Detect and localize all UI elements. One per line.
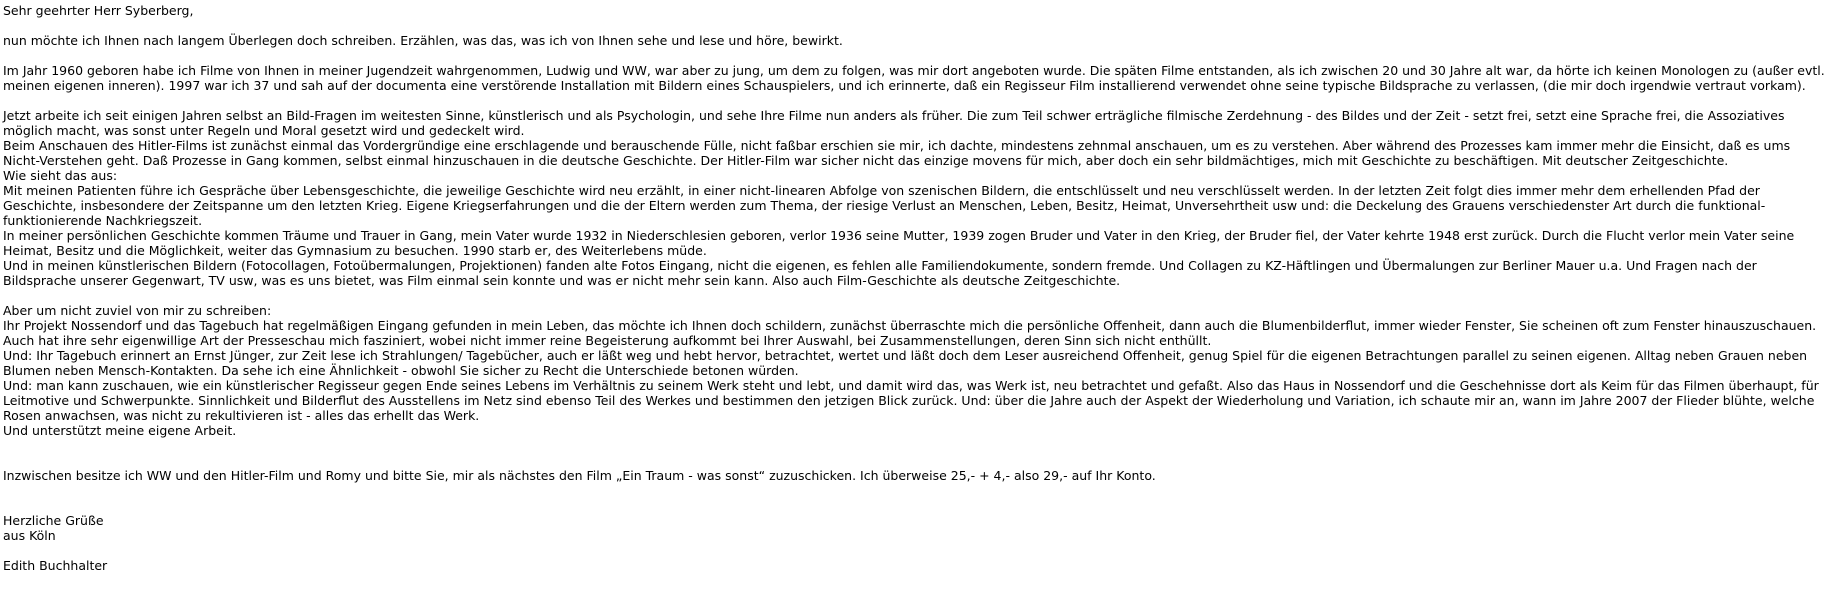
intro-paragraph: nun möchte ich Ihnen nach langem Überlegen doch schreiben. Erzählen, was das, was ich von Ihnen sehe und lese und höre, bewirkt. xyxy=(3,33,843,48)
paragraph-jetzt: Jetzt arbeite ich seit einigen Jahren selbst an Bild-Fragen im weitesten Sinne, künstlerisch und als Psychologin, und sehe Ihre Filme nun anders als früher. Die zum Teil schwer erträgliche filmische Zerdehnung - des Bildes und der Zeit - setzt frei, setzt eine Sprache frei, die Assoziatives möglich macht, was sonst unter Regeln und Moral gesetzt wird und gedeckelt wird. xyxy=(3,108,1785,138)
paragraph-wie-sieht: Wie sieht das aus: xyxy=(3,168,118,183)
paragraph-unterstuetzt: Und unterstützt meine eigene Arbeit. xyxy=(3,423,237,438)
paragraph-hitler-film: Beim Anschauen des Hitler-Films ist zunächst einmal das Vordergründige eine erschlagende und berauschende Fülle, nicht faßbar erschien sie mir, ich dachte, mindestens zehnmal anschauen, um es zu verstehen. Aber während des Prozesses kam immer mehr die Einsicht, daß es ums Nicht-Verstehen geht. Daß Prozesse in Gang kommen, selbst einmal hinzuschauen in die deutsche Geschichte. Der Hitler-Film war sicher nicht das einzige movens für mich, aber doch ein sehr bildmächtiges, mich mit Geschichte zu beschäftigen. Mit deutscher Zeitgeschichte. xyxy=(3,138,1791,168)
salutation: Sehr geehrter Herr Syberberg, xyxy=(3,3,194,18)
spacer xyxy=(3,48,1825,63)
closing-greeting: Herzliche Grüße xyxy=(3,513,104,528)
spacer xyxy=(3,483,1825,513)
paragraph-zuschauen: Und: man kann zuschauen, wie ein künstlerischer Regisseur gegen Ende seines Lebens im Verhältnis zu seinem Werk steht und lebt, und damit wird das, was Werk ist, neu betrachtet und gefaßt. Also das Haus in Nossendorf und die Geschehnisse dort als Keim für das Filmen überhaupt, für Leitmotive und Schwerpunkte. Sinnlichkeit und Bilderflut des Ausstellens im Netz sind ebenso Teil des Werkes und bestimmen den jetzigen Blick zurück. Und: über die Jahre auch der Aspekt der Wiederholung und Variation, ich schaute mir an, wann im Jahre 2007 der Flieder blühte, welche Rosen anwachsen, was nicht zu rekultivieren ist - alles das erhellt das Werk. xyxy=(3,378,1819,423)
paragraph-patienten: Mit meinen Patienten führe ich Gespräche über Lebensgeschichte, die jeweilige Geschichte wird neu erzählt, in einer nicht-linearen Abfolge von szenischen Bildern, die entschlüsselt und neu verschlüsselt werden. In der letzten Zeit folgt dies immer mehr dem erhellenden Pfad der Geschichte, insbesondere der Zeitspanne um den letzten Krieg. Eigene Kriegserfahrungen und die der Eltern werden zum Thema, der riesige Verlust an Menschen, Leben, Besitz, Heimat, Unversehrtheit usw und: die Deckelung des Grauens verschiedenster Art durch die funktional-funktionierende Nachkriegszeit. xyxy=(3,183,1766,228)
spacer xyxy=(3,18,1825,33)
spacer xyxy=(3,93,1825,108)
paragraph-aber: Aber um nicht zuviel von mir zu schreiben: xyxy=(3,303,272,318)
spacer xyxy=(3,438,1825,468)
letter-body xyxy=(3,3,1825,573)
paragraph-projekt-nossendorf: Ihr Projekt Nossendorf und das Tagebuch hat regelmäßigen Eingang gefunden in mein Leben, das möchte ich Ihnen doch schildern, zunächst überraschte mich die persönliche Offenheit, dann auch die Blumenbilderflut, immer wieder Fenster, Sie scheinen oft zum Fenster hinauszuschauen. Auch hat ihre sehr eigenwillige Art der Presseschau mich fasziniert, wobei nicht immer reine Begeisterung aufkommt bei Ihrer Auswahl, bei Zusammenstellungen, deren Sinn sich nicht enthüllt. xyxy=(3,318,1817,348)
closing-place: aus Köln xyxy=(3,528,56,543)
signature: Edith Buchhalter xyxy=(3,558,108,573)
paragraph-1960: Im Jahr 1960 geboren habe ich Filme von Ihnen in meiner Jugendzeit wahrgenommen, Ludwig und WW, war aber zu jung, um dem zu folgen, was mir dort angeboten wurde. Die späten Filme entstanden, als ich zwischen 20 und 30 Jahre alt war, da hörte ich keinen Monologen zu (außer evtl. meinen eigenen inneren). 1997 war ich 37 und sah auf der documenta eine verstörende Installation mit Bildern eines Schauspielers, und ich erinnerte, daß ein Regisseur Film installierend verwendet ohne seine typische Bildsprache zu verlassen, (die mir doch irgendwie vertraut vorkam). xyxy=(3,63,1825,93)
paragraph-inzwischen: Inzwischen besitze ich WW und den Hitler-Film und Romy und bitte Sie, mir als nächstes den Film „Ein Traum - was sonst“ zuzuschicken. Ich überweise 25,- + 4,- also 29,- auf Ihr Konto. xyxy=(3,468,1156,483)
spacer xyxy=(3,288,1825,303)
paragraph-persoenliche-geschichte: In meiner persönlichen Geschichte kommen Träume und Trauer in Gang, mein Vater wurde 1932 in Niederschlesien geboren, verlor 1936 seine Mutter, 1939 zogen Bruder und Vater in den Krieg, der Bruder fiel, der Vater kehrte 1948 erst zurück. Durch die Flucht verlor mein Vater seine Heimat, Besitz und die Möglichkeit, weiter das Gymnasium zu besuchen. 1990 starb er, des Weiterlebens müde. xyxy=(3,228,1795,258)
spacer xyxy=(3,543,1825,558)
paragraph-tagebuch: Und: Ihr Tagebuch erinnert an Ernst Jünger, zur Zeit lese ich Strahlungen/ Tagebücher, auch er läßt weg und hebt hervor, betrachtet, wertet und läßt doch dem Leser ausreichend Offenheit, genug Spiel für die eigenen Betrachtungen parallel zu seinen eigenen. Alltag neben Grauen neben Blumen neben Mensch-Kontakten. Da sehe ich eine Ähnlichkeit - obwohl Sie sicher zu Recht die Unterschiede betonen würden. xyxy=(3,348,1808,378)
paragraph-kuenstlerische-bilder: Und in meinen künstlerischen Bildern (Fotocollagen, Fotoübermalungen, Projektionen) fanden alte Fotos Eingang, nicht die eigenen, es fehlen alle Familiendokumente, sondern fremde. Und Collagen zu KZ-Häftlingen und Übermalungen zur Berliner Mauer u.a. Und Fragen nach der Bildsprache unserer Gegenwart, TV usw, was es uns bietet, was Film einmal sein konnte und was er nicht mehr sein kann. Also auch Film-Geschichte als deutsche Zeitgeschichte. xyxy=(3,258,1757,288)
